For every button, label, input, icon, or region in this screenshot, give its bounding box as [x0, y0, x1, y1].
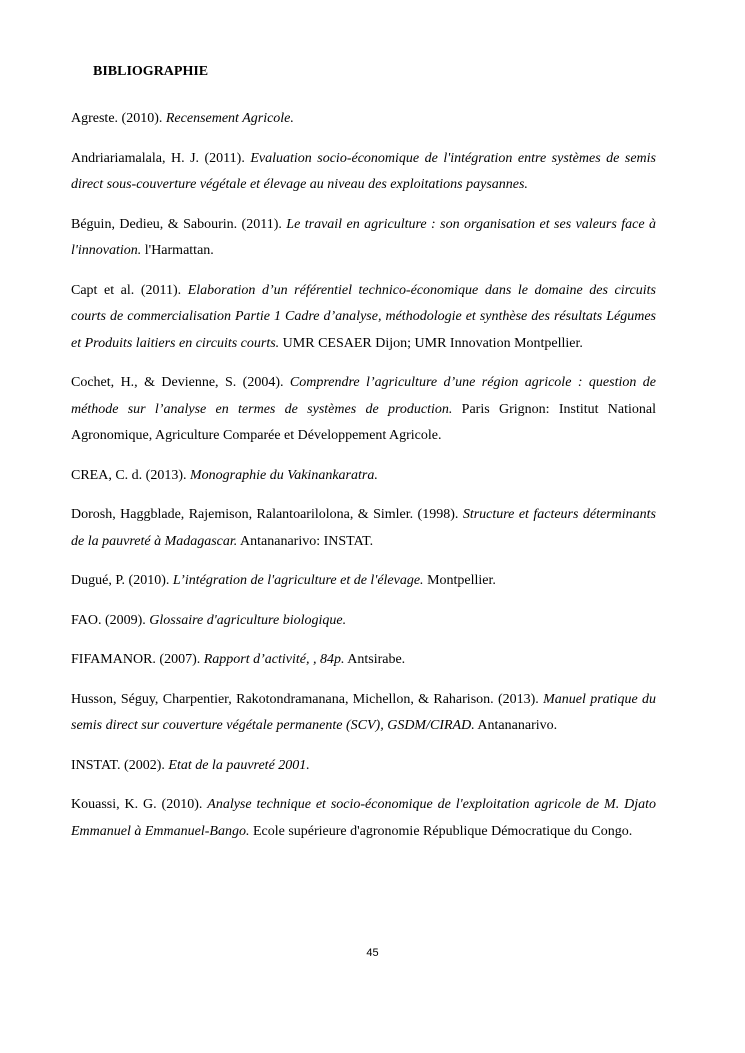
- entry-title: Structure et facteurs déterminants de la pauvreté à Madagascar.: [71, 507, 656, 549]
- page-number: 45: [366, 947, 379, 959]
- entry-authors: Dugué, P. (2010).: [71, 573, 173, 588]
- bibliography-entry: [71, 370, 656, 450]
- bibliography-entry: [71, 146, 656, 199]
- entry-title: Etat de la pauvreté 2001.: [168, 757, 310, 773]
- entry-title: Rapport d’activité, , 84p.: [203, 652, 345, 667]
- entry-authors: Andriariamalala, H. J. (2011).: [71, 150, 251, 166]
- entry-title: Monographie du Vakinankaratra.: [190, 467, 378, 483]
- entry-publisher: Ecole supérieure d'agronomie République Démocratique du Congo.: [249, 823, 633, 839]
- bibliography-entry: [71, 463, 656, 490]
- entry-authors: INSTAT. (2002).: [71, 757, 169, 773]
- entry-authors: Kouassi, K. G. (2010).: [71, 797, 208, 812]
- bibliography-entry: [71, 608, 656, 635]
- entry-authors: FAO. (2009).: [71, 612, 150, 628]
- entry-title: L’intégration de l'agriculture et de l'élevage.: [172, 573, 424, 588]
- entry-authors: Capt et al. (2011).: [71, 282, 188, 298]
- entry-title: Le travail en agriculture : son organisation et ses valeurs face à l'innovation.: [71, 216, 656, 258]
- bibliography-entry: [71, 792, 656, 845]
- entry-title: Elaboration d’un référentiel technico-économique dans le domaine des circuits courts de commercialisation Partie 1 Cadre d’analyse, méthodologie et synthèse des résultats Légumes et Produits laitiers en circuits courts.: [71, 282, 656, 351]
- entry-authors: FIFAMANOR. (2007).: [71, 652, 204, 667]
- bibliography-entry: [71, 687, 656, 740]
- bibliography-entry: [71, 753, 656, 780]
- entry-publisher: Antsirabe.: [344, 652, 406, 667]
- bibliography-entry: [71, 278, 656, 358]
- entry-title: Glossaire d'agriculture biologique.: [149, 612, 347, 628]
- entry-publisher: Antananarivo.: [474, 718, 558, 733]
- entry-title: Recensement Agricole.: [165, 111, 294, 126]
- bibliography-entry: [71, 106, 656, 133]
- entry-authors: Dorosh, Haggblade, Rajemison, Ralantoarilolona, & Simler. (1998).: [71, 507, 463, 522]
- entry-publisher: UMR CESAER Dijon; UMR Innovation Montpellier.: [279, 335, 583, 351]
- entry-title: Analyse technique et socio-économique de l'exploitation agricole de M. Djato Emmanuel à Emmanuel-Bango.: [71, 797, 657, 839]
- bibliography-entry: [71, 502, 656, 555]
- entry-authors: Béguin, Dedieu, & Sabourin. (2011).: [71, 216, 287, 232]
- entry-title: Manuel pratique du semis direct sur couverture végétale permanente (SCV), GSDM/CIRAD.: [71, 691, 656, 733]
- bibliography-entry: [71, 568, 656, 595]
- entry-publisher: l'Harmattan.: [141, 243, 214, 258]
- entry-title: Comprendre l’agriculture d’une région agricole : question de méthode sur l’analyse en termes de systèmes de production.: [71, 375, 656, 417]
- entry-publisher: Antananarivo: INSTAT.: [237, 533, 374, 549]
- entry-publisher: Montpellier.: [423, 573, 496, 588]
- bibliography-list: [71, 106, 656, 858]
- entry-authors: CREA, C. d. (2013).: [71, 467, 190, 483]
- entry-authors: Agreste. (2010).: [71, 111, 166, 126]
- bibliography-entry: [71, 212, 656, 265]
- entry-authors: Husson, Séguy, Charpentier, Rakotondramanana, Michellon, & Raharison. (2013).: [71, 691, 544, 707]
- bibliography-entry: [71, 647, 656, 674]
- entry-title: Evaluation socio-économique de l'intégration entre systèmes de semis direct sous-couverture végétale et élevage au niveau des exploitations paysannes.: [71, 150, 656, 192]
- entry-publisher: Paris Grignon: Institut National Agronomique, Agriculture Comparée et Développement Agricole.: [71, 401, 657, 443]
- page-title: BIBLIOGRAPHIE: [93, 64, 209, 79]
- entry-authors: Cochet, H., & Devienne, S. (2004).: [71, 375, 290, 390]
